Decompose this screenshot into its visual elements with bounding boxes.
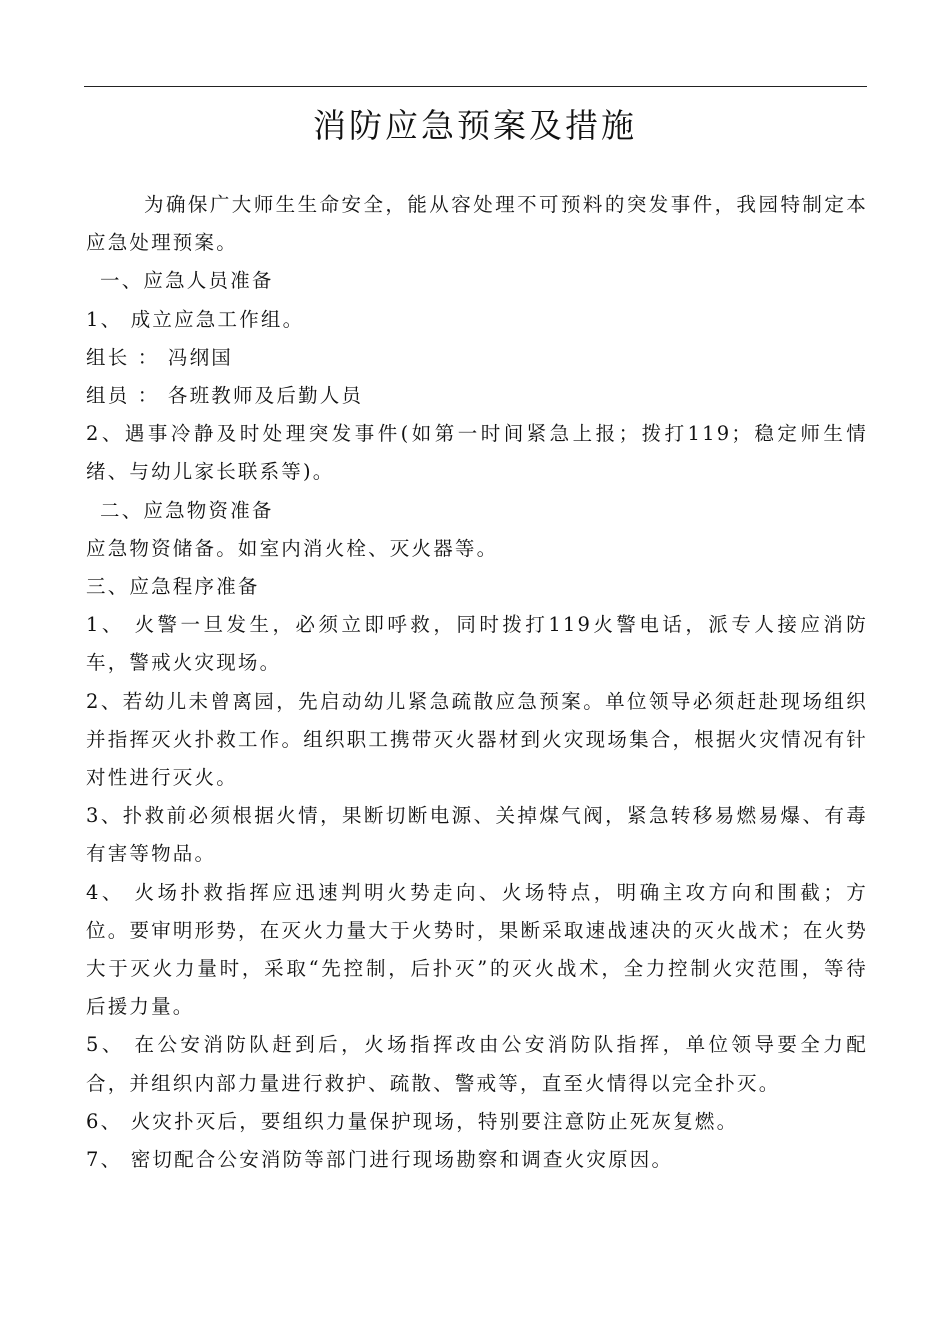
intro-paragraph: 为确保广大师生生命安全，能从容处理不可预料的突发事件，我园特制定本应急处理预案。 (86, 193, 868, 255)
section-heading-personnel: 一、应急人员准备 (100, 269, 274, 293)
list-item: 6、 火灾扑灭后，要组织力量保护现场，特别要注意防止死灰复燃。 (86, 1109, 739, 1133)
list-item: 2、若幼儿未曾离园，先启动幼儿紧急疏散应急预案。单位领导必须赶赴现场组织并指挥灭火扑救工作。组织职工携带灭火器材到火灾现场集合，根据火灾情况有针对性进行灭火。 (86, 689, 868, 790)
list-item: 1、 火警一旦发生，必须立即呼救，同时拨打119火警电话，派专人接应消防车，警戒火灾现场。 (86, 613, 868, 675)
list-item: 7、 密切配合公安消防等部门进行现场勘察和调查火灾原因。 (86, 1148, 674, 1172)
list-item: 1、 成立应急工作组。 (86, 307, 305, 331)
section-heading-procedures: 三、应急程序准备 (86, 575, 260, 599)
header-rule (84, 86, 867, 87)
team-members-line: 组员 ： 各班教师及后勤人员 (86, 384, 364, 408)
supplies-paragraph: 应急物资储备。如室内消火栓、灭火器等。 (86, 536, 499, 560)
list-item: 5、 在公安消防队赶到后，火场指挥改由公安消防队指挥，单位领导要全力配合，并组织内部力量进行救护、疏散、警戒等，直至火情得以完全扑灭。 (86, 1033, 868, 1095)
list-item: 4、 火场扑救指挥应迅速判明火势走向、火场特点，明确主攻方向和围截；方位。要审明形势，在灭火力量大于火势时，果断采取速战速决的灭火战术；在火势大于灭火力量时，采取“先控制，后扑灭”的灭火战术，全力控制火灾范围，等待后援力量。 (86, 880, 868, 1019)
team-leader-line: 组长 ： 冯纲国 (86, 345, 233, 369)
list-item: 3、扑救前必须根据火情，果断切断电源、关掉煤气阀，紧急转移易燃易爆、有毒有害等物品。 (86, 804, 868, 866)
document-body (86, 186, 868, 1179)
document-title: 消防应急预案及措施 (313, 106, 637, 145)
section-heading-supplies: 二、应急物资准备 (100, 498, 274, 522)
list-item: 2、遇事冷静及时处理突发事件(如第一时间紧急上报；拨打119；稳定师生情绪、与幼儿家长联系等)。 (86, 422, 868, 484)
